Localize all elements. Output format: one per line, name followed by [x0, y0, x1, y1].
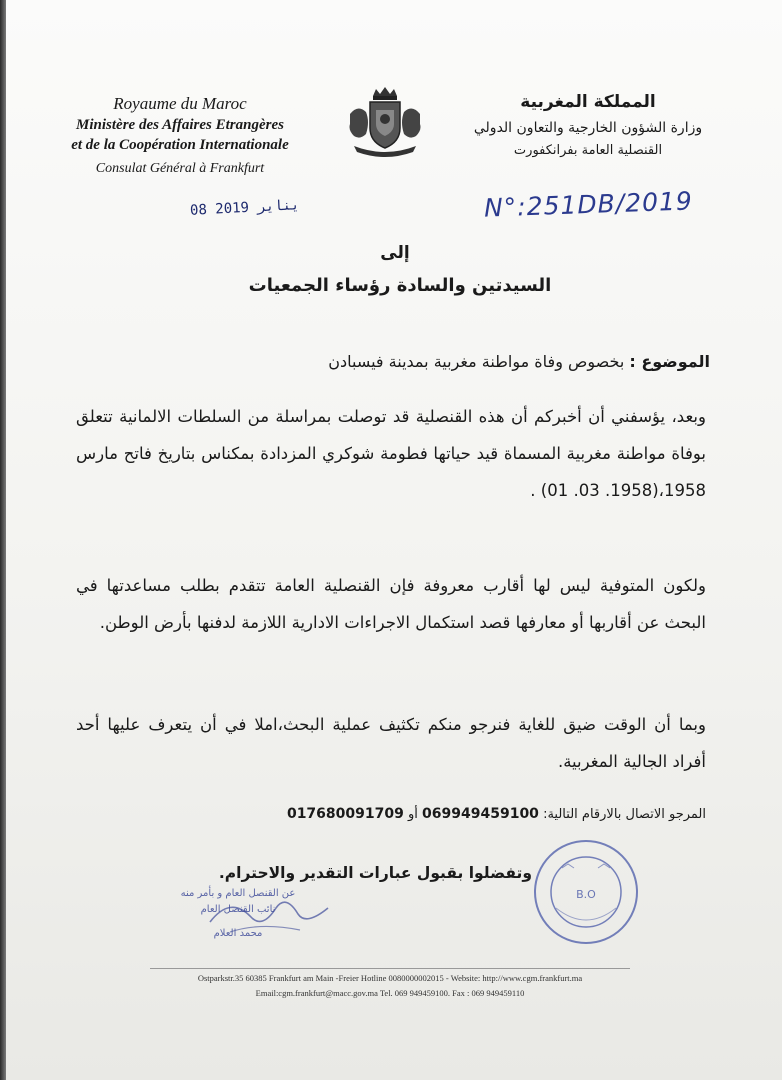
contact-phone-1: 069949459100 [422, 806, 539, 822]
header-fr-line4: Consulat Général à Frankfurt [95, 161, 265, 176]
contact-phone-2: 017680091709 [286, 806, 404, 822]
body-paragraph-3: وبما أن الوقت ضيق للغاية فنرجو منكم تكثيف عملية البحث،املا في أن يتعرف عليها أحد أفراد الجالية المغربية. [76, 715, 706, 771]
body-paragraph-1: وبعد، يؤسفني أن أخبركم أن هذه القنصلية قد توصلت بمراسلة من السلطات الالمانية تتعلق بوفاة مواطنة مغربية المسماة قيد حياتها فطومة شوكري المزدادة بمكناس بتاريخ فاتح مارس 1958،(1958. 03. 01) . [76, 407, 706, 500]
reference-number: N°:251DB/2019 [483, 186, 694, 223]
signature-line1: عن القنصل العام و بأمر منه [180, 888, 296, 899]
header-fr-line2: Ministère des Affaires Etrangères [76, 117, 284, 133]
footer-rule [150, 968, 630, 969]
page-edge-shadow [0, 0, 6, 1080]
footer [150, 968, 630, 1001]
consulate-seal-stamp-icon [532, 838, 640, 946]
header-ar-line2: وزارة الشؤون الخارجية والتعاون الدولي [473, 120, 703, 136]
subject-line [150, 352, 710, 371]
header-ar-line1: المملكة المغربية [520, 92, 656, 112]
body-paragraph-2: ولكون المتوفية ليس لها أقارب معروفة فإن القنصلية العامة تتقدم بطلب مساعدتها في البحث عن أقاربها أو معارفها قصد استكمال الاجراءات الادارية اللازمة لدفنها بأرض الوطن. [76, 576, 706, 632]
contact-label: المرجو الاتصال بالارقام التالية: [543, 807, 706, 822]
seal-center-text: B.O [576, 888, 596, 901]
closing-formula: وتفضلوا بقبول عبارات التقدير والاحترام. [218, 864, 532, 882]
header-fr-line3: et de la Coopération Internationale [71, 137, 289, 153]
moroccan-coat-of-arms-icon [340, 86, 430, 158]
addressee-to: إلى [380, 243, 410, 263]
header-french [50, 93, 310, 180]
footer-line2: Email:cgm.frankfurt@macc.gov.ma Tel. 069 949459100. Fax : 069 949459110 [255, 988, 525, 998]
contact-line [106, 806, 706, 822]
handwritten-signature-icon [200, 892, 340, 942]
subject-label: الموضوع : [629, 352, 710, 371]
addressee-recipients: السيدتين والسادة رؤساء الجمعيات [248, 275, 552, 296]
subject-text: بخصوص وفاة مواطنة مغربية بمدينة فيسبادن [328, 352, 625, 371]
header-fr-line1: Royaume du Maroc [113, 94, 247, 113]
date-stamp: 08 يناير 2019 [189, 197, 300, 219]
signature-name: محمد العلام [213, 928, 263, 939]
header-ar-line3: القنصلية العامة بفرانكفورت [513, 143, 663, 158]
footer-line1: Ostparkstr.35 60385 Frankfurt am Main -Freier Hotline 0080000002015 - Website: http://www.cgm.frankfurt.ma [197, 973, 583, 983]
contact-connector: أو [408, 807, 418, 822]
signature-line2: نائب القنصل العام [200, 904, 276, 915]
header-arabic [468, 88, 708, 162]
